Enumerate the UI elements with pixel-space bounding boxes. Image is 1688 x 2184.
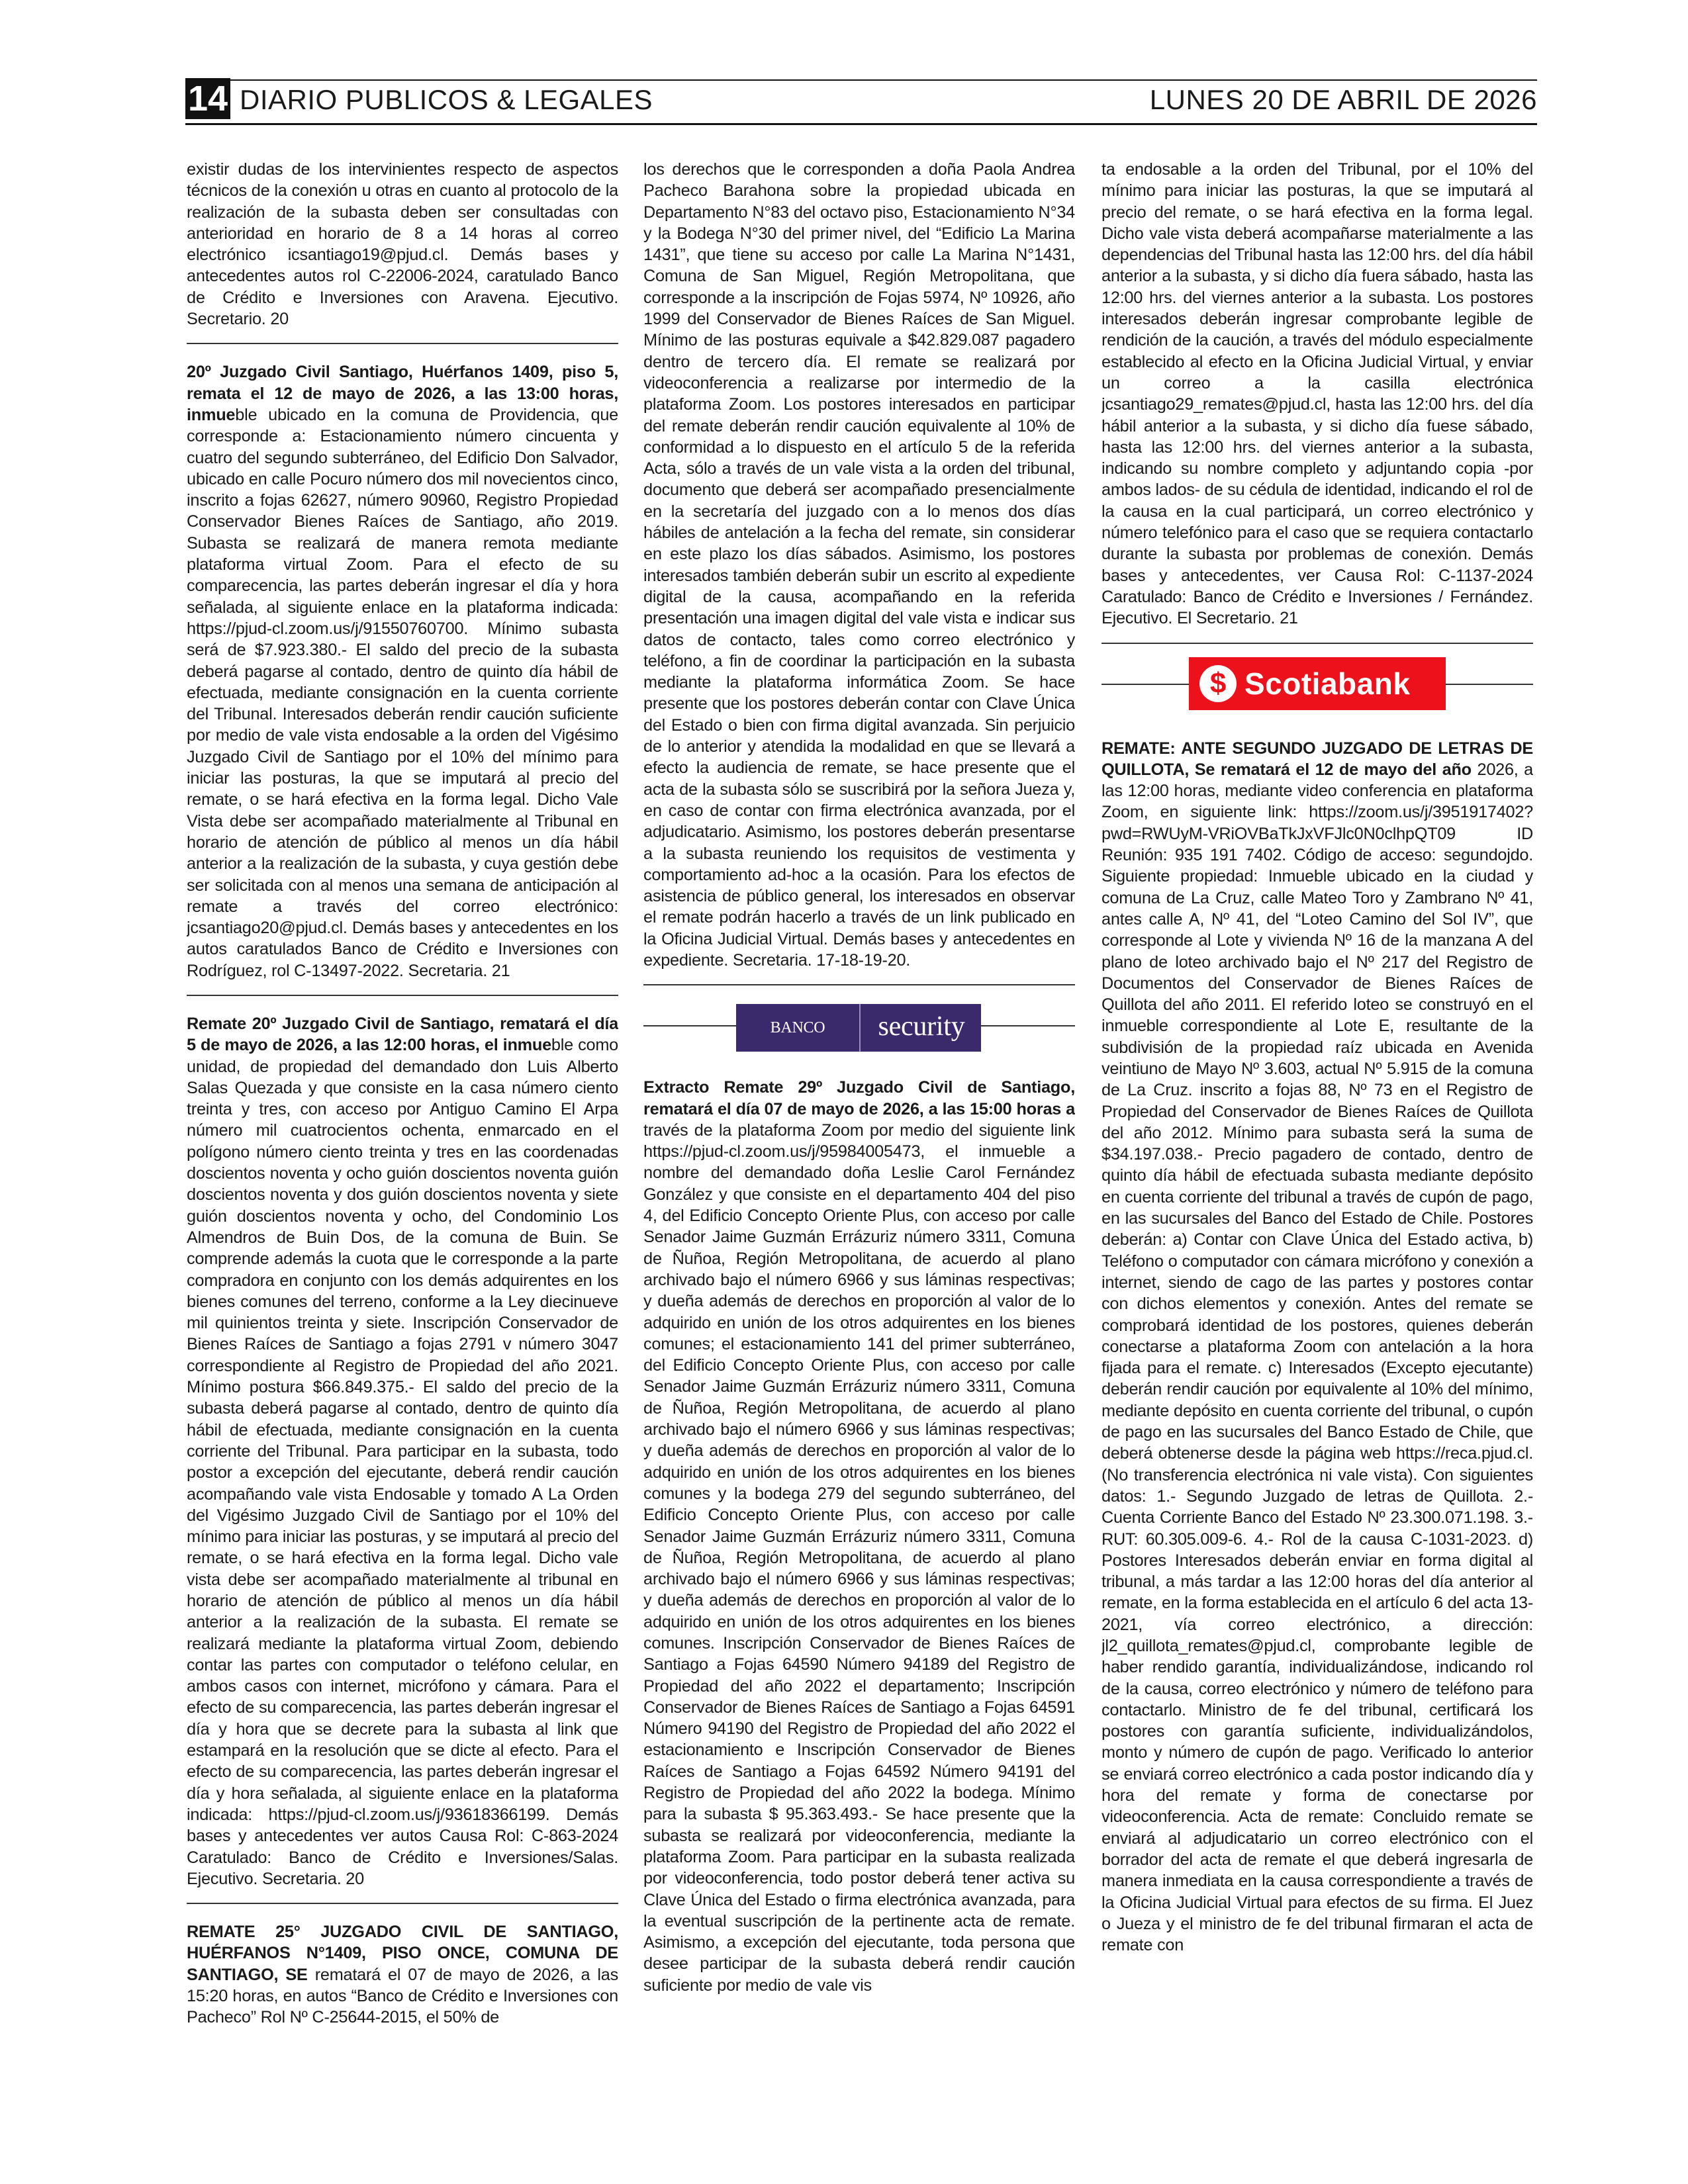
notice-lead: Extracto Remate 29º Juzgado Civil de Santiago, rematará el día 07 de mayo de 2026, a las 15:00 horas a [643, 1078, 1075, 1118]
banco-security-logo [736, 1004, 981, 1052]
notice-body: 2026, a las 12:00 horas, mediante video conferencia en plataforma Zoom, en siguiente link: https://zoom.us/j/3951917402?pwd=RWUyM-VRiOVBaTkJxVFJlc0N0clhpQT09 ID Reunión: 935 191 7402. Código de acceso: segundojdo. Siguiente propiedad: Inmueble ubicado en la ciudad y comuna de La Cruz, calle Mateo Toro y Zambrano Nº 41, antes calle A, Nº 41, del “Loteo Camino del Sol IV”, que corresponde al Lote y vivienda Nº 16 de la manzana A del plano de loteo archivado bajo el Nº 217 del Registro de Documentos del Conservador de Bienes Raíces de Quillota del año 2011. El referido loteo se construyó en el inmueble correspondiente al Lote E, resultante de la subdivisión de la propiedad raíz ubicada en Avenida veintiuno de Mayo Nº 3.603, actual Nº 5.915 de la comuna de La Cruz. inscrito a fojas 88, Nº 73 en el Registro de Propiedad del Conservador de Bienes Raíces de Quillota del año 2012. Mínimo para subasta será la suma de $34.197.038.- Precio pagadero de contado, dentro de quinto día hábil de efectuada subasta mediante depósito en cuenta corriente del tribunal a través de cupón de pago, en las sucursales del Banco del Estado de Chile. Postores deberán: a) Contar con Clave Única del Estado activa, b) Teléfono o computador con cámara micrófono y conexión a internet, siendo de cago de las partes y postores contar con dichos elementos y conexión. Antes del remate se comprobará identidad de los postores, quienes deberán conectarse a plataforma Zoom con antelación a la hora fijada para el remate. c) Interesados (Excepto ejecutante) deberán rendir caución por equivalente al 10% del mínimo, mediante depósito en cuenta corriente del tribunal, o cupón de pago en las sucursales del Banco Estado de Chile, que deberá obtenerse desde la página web https://reca.pjud.cl. (No transferencia electrónica ni vale vista). Con siguientes datos: 1.- Segundo Juzgado de letras de Quillota. 2.- Cuenta Corriente Banco del Estado Nº 23.300.071.198. 3.- RUT: 60.305.009-6. 4.- Rol de la causa C-1031-2023. d) Postores Interesados deberán enviar en forma digital al tribunal, a más tardar a las 12:00 horas del día anterior al remate, en la forma establecida en el artículo 6 del acta 13- 2021, vía correo electrónico, a dirección: jl2_quillota_remates@pjud.cl, comprobante legible de haber rendido garantía, individualizándose, indicando rol de la causa, correo electrónico y número de teléfono para contactarlo. Ministro de fe del tribunal, certificará los postores con garantía suficiente, individualizándolos, monto y número de cupón de pago. Verificado lo anterior se enviará correo electrónico a cada postor indicando día y hora del remate y forma de conectarse por videoconferencia. Acta de remate: Concluido remate se enviará al adjudicatario un correo electrónico con el borrador del acta de remate el que deberá ingresarla de manera inmediata en la causa correspondiente a través de la Oficina Judicial Virtual para efectos de su firma. El Juez o Jueza y el ministro de fe del tribunal firmaran el acta de remate con [1102, 760, 1533, 1955]
column-3 [1102, 159, 1533, 2158]
column-2 [643, 159, 1075, 2158]
header-bottom-rule [185, 123, 1537, 125]
notice-body: ta endosable a la orden del Tribunal, por el 10% del mínimo para iniciar las posturas, la que se imputará al precio del remate, o se hará efectiva en la forma legal. Dicho vale vista deberá acompañarse materialmente a las dependencias del Tribunal hasta las 12:00 hrs. del día hábil anterior a la subasta, y si dicho día fuera sábado, hasta las 12:00 hrs. del viernes anterior a la subasta. Los postores interesados deberán ingresar comprobante legible de rendición de la caución, a través del módulo especialmente establecido al efecto en la Oficina Judicial Virtual, y enviar un correo a la casilla electrónica jcsantiago29_remates@pjud.cl, hasta las 12:00 hrs. del día hábil anterior a la subasta, y si dicho día fuese sábado, hasta las 12:00 hrs. del viernes anterior a la subasta, indicando su nombre completo y adjuntando copia -por ambos lados- de su cédula de identidad, indicando el rol de la causa en la cual participará, un correo electrónico y número telefónico para el caso que se requiera contactarlo durante la subasta por problemas de conexión. Demás bases y antecedentes, ver Causa Rol: C-1137-2024 Caratulado: Banco de Crédito e Inversiones / Fernández. Ejecutivo. El Secretario. 21 [1102, 160, 1533, 628]
notice-body: través de la plataforma Zoom por medio del siguiente link https://pjud-cl.zoom.us/j/95984005473, el inmueble a nombre del demandado doña Leslie Carol Fernández González y que consiste en el departamento 404 del piso 4, del Edificio Concepto Oriente Plus, con acceso por calle Senador Jaime Guzmán Errázuriz número 3311, Comuna de Ñuñoa, Región Metropolitana, de acuerdo al plano archivado bajo el número 6966 y sus láminas respectivas; y dueña además de derechos en proporción al valor de lo adquirido en unión de los otros adquirentes en los bienes comunes; el estacionamiento 141 del primer subterráneo, del Edificio Concepto Oriente Plus, con acceso por calle Senador Jaime Guzmán Errázuriz número 3311, Comuna de Ñuñoa, Región Metropolitana, de acuerdo al plano archivado bajo el número 6966 y sus láminas respectivas; y dueña además de derechos en proporción al valor de lo adquirido en unión de los otros adquirentes en los bienes comunes y la bodega 279 del segundo subterráneo, del Edificio Concepto Oriente Plus, con acceso por calle Senador Jaime Guzmán Errázuriz número 3311, Comuna de Ñuñoa, Región Metropolitana, de acuerdo al plano archivado bajo el número 6966 y sus láminas respectivas; y dueña además de derechos en proporción al valor de lo adquirido en unión de los otros adquirentes en los bienes comunes. Inscripción Conservador de Bienes Raíces de Santiago a Fojas 64590 Número 94189 del Registro de Propiedad del año 2022 el departamento; Inscripción Conservador de Bienes Raíces de Santiago a Fojas 64591 Número 94190 del Registro de Propiedad del año 2022 el estacionamiento e Inscripción Conservador de Bienes Raíces de Santiago a Fojas 64592 Número 94191 del Registro de Propiedad del año 2022 la bodega. Mínimo para la subasta $ 95.363.493.- Se hace presente que la subasta se realizará por videoconferencia, mediante la plataforma Zoom. Para participar en la subasta realizada por videoconferencia, todo postor deberá tener activa su Clave Única del Estado o firma electrónica avanzada, para la eventual suscripción de la pertinente acta de remate. Asimismo, a excepción del ejecutante, toda persona que desee participar de la subasta deberá rendir caución suficiente por medio de vale vis [643, 1120, 1075, 1995]
notice-body: existir dudas de los intervinientes respecto de aspectos técnicos de la conexión u otras en cuanto al protocolo de la realización de la subasta deben ser consultadas con anterioridad en horario de 8 a 14 horas al correo electrónico icsantiago19@pjud.cl. Demás bases y antecedentes autos rol C-22006-2024, caratulado Banco de Crédito e Inversiones con Aravena. Ejecutivo. Secretario. 20 [187, 160, 618, 329]
publication-title: DIARIO PUBLICOS & LEGALES [240, 84, 653, 115]
notice-lead: Remate 20º Juzgado Civil de Santiago, rematará el día 5 de mayo de 2026, a las 12:00 horas, el inmue [187, 1014, 618, 1055]
logo-side-rule [1102, 684, 1189, 685]
notice-lead: REMATE: ANTE SEGUNDO JUZGADO DE LETRAS DE QUILLOTA, Se rematará el 12 de mayo del año [1102, 739, 1533, 779]
column-1 [187, 159, 618, 2158]
notice-body: los derechos que le corresponden a doña Paola Andrea Pacheco Barahona sobre la propiedad ubicada en Departamento N°83 del octavo piso, Estacionamiento N°34 y la Bodega N°30 del primer nivel, del “Edificio La Marina 1431”, que tiene su acceso por calle La Marina N°1431, Comuna de San Miguel, Región Metropolitana, que corresponde a la inscripción de Fojas 5974, Nº 10926, año 1999 del Conservador de Bienes Raíces de San Miguel. Mínimo de las posturas equivale a $42.829.087 pagadero dentro de tercero día. El remate se realizará por videoconferencia a realizarse por intermedio de la plataforma Zoom. Los postores interesados en participar del remate deberán rendir caución equivalente al 10% de conformidad a lo dispuesto en el artículo 5 de la referida Acta, sólo a través de un vale vista a la orden del tribunal, documento que deberá ser acompañado presencialmente en la secretaría del juzgado con a lo menos dos días hábiles de antelación a la fecha del remate, sin considerar en este plazo los días sábados. Asimismo, los postores interesados también deberán subir un escrito al expediente digital de la causa, acompañando en la referida presentación una imagen digital del vale vista e indicar sus datos de contacto, tales como correo electrónico y teléfono, a fin de coordinar la participación en la subasta mediante la plataforma informática Zoom. Se hace presente que los postores deberán contar con Clave Única del Estado o bien con firma digital avanzada. Sin perjuicio de lo anterior y atendida la modalidad en que se llevará a efecto la audiencia de remate, se hace presente que el acta de la subasta sólo se suscribirá por la señora Jueza y, en caso de contar con firma electrónica avanzada, por el adjudicatario. Asimismo, los postores deberán presentarse a la subasta reuniendo los requisitos de vestimenta y comportamiento ad-hoc a la ocasión. Para los efectos de asistencia de público general, los interesados en observar el remate podrán hacerlo a través de un link publicado en la Oficina Judicial Virtual. Demás bases y antecedentes en expediente. Secretaria. 17-18-19-20. [643, 160, 1075, 970]
notice-lead: REMATE 25° JUZGADO CIVIL DE SANTIAGO, HUÉRFANOS N°1409, PISO ONCE, COMUNA DE SANTIAGO, SE [187, 1923, 618, 1984]
scotiabank-s-glyph: $ [1209, 666, 1227, 700]
notice-c1-25-juzgado [187, 1921, 618, 2028]
header-top-rule [230, 79, 1537, 81]
notice-body: ble como unidad, de propiedad del demandado don Luis Alberto Salas Quezada y que consiste en la casa número ciento treinta y tres, con acceso por Antiguo Camino El Arpa número mil cuatrocientos ochenta, enmarcado en el polígono número ciento treinta y tres en las coordenadas doscientos noventa y ocho guión doscientos noventa guión doscientos noventa y dos guión doscientos noventa y siete guión doscientos noventa y ocho, del Condominio Los Almendros de Buin Dos, de la comuna de Buin. Se comprende además la cuota que le corresponde a la parte compradora en conjunto con los demás adquirentes en los bienes comunes del terreno, conforme a la Ley diecinueve mil quinientos treinta y siete. Inscripción Conservador de Bienes Raíces de Santiago a fojas 2791 v número 3047 correspondiente al Registro de Propiedad del año 2021. Mínimo postura $66.849.375.- El saldo del precio de la subasta deberá pagarse al contado, dentro de quinto día hábil de efectuada, mediante consignación en la cuenta corriente del Tribunal. Para participar en la subasta, todo postor a excepción del ejecutante, deberá rendir caución acompañando vale vista Endosable y tomado A La Orden del Vigésimo Juzgado Civil de Santiago por el 10% del mínimo para iniciar las posturas, y se imputará al precio del remate, o se hará efectiva en la forma legal. Dicho vale vista debe ser acompañado materialmente al tribunal en horario de atención de público al menos un día hábil anterior a la realización de la subasta. El remate se realizará mediante la plataforma virtual Zoom, debiendo contar las partes con computador o teléfono celular, en ambos casos con internet, micrófono y cámara. Para el efecto de su comparecencia, las partes deberán ingresar el día y hora que se decrete para la subasta al link que estampará en la resolución que se dicte al efecto. Para el efecto de su comparecencia, las partes deberán ingresar el día y hora señalada, al siguiente enlace en la plataforma indicada: https://pjud-cl.zoom.us/j/93618366199. Demás bases y antecedentes ver autos Causa Rol: C-863-2024 Caratulado: Banco de Crédito e Inversiones/Salas. Ejecutivo. Secretaria. 20 [187, 1036, 618, 1888]
notice-divider [187, 1903, 618, 1904]
logo-side-rule [643, 1025, 736, 1026]
notice-c1-continuation [187, 159, 618, 330]
notice-c2-29-juzgado [643, 1077, 1075, 1996]
notice-c3-continuation [1102, 159, 1533, 629]
notice-c2-continuation [643, 159, 1075, 971]
banco-security-logo-block [643, 985, 1075, 1065]
notice-lead: 20º Juzgado Civil Santiago, Huérfanos 1409, piso 5, remata el 12 de mayo de 2026, a las 13:00 horas, inmue [187, 363, 618, 424]
notice-body: rematará el 07 de mayo de 2026, a las 15:20 horas, en autos “Banco de Crédito e Inversiones con Pacheco” Rol Nº C-25644-2015, el 50% de [187, 1965, 618, 2027]
notice-c1-20-juzgado-buin [187, 1013, 618, 1889]
scotiabank-logo-text: Scotiabank [1244, 666, 1411, 701]
page-number: 14 [185, 78, 230, 119]
notice-divider [187, 343, 618, 344]
page-header [185, 78, 1537, 119]
publication-date: LUNES 20 DE ABRIL DE 2026 [1149, 84, 1537, 115]
notice-body: ble ubicado en la comuna de Providencia, que corresponde a: Estacionamiento número cincuenta y cuatro del segundo subterráneo, del Edificio Don Salvador, ubicado en calle Pocuro número dos mil novecientos cinco, inscrito a fojas 62627, número 90960, Registro Propiedad Conservador Bienes Raíces de Santiago, año 2019. Subasta se realizará de manera remota mediante plataforma virtual Zoom. Para el efecto de su comparecencia, las partes deberán ingresar el día y hora señalada, al siguiente enlace en la plataforma indicada: https://pjud-cl.zoom.us/j/91550760700. Mínimo subasta será de $7.923.380.- El saldo del precio de la subasta deberá pagarse al contado, dentro de quinto día hábil de efectuada, mediante consignación en la cuenta corriente del Tribunal. Interesados deberán rendir caución suficiente por medio de vale vista endosable a la orden del Vigésimo Juzgado Civil de Santiago por el 10% del mínimo para iniciar las posturas, la que se imputará al precio del remate, o se hará efectiva en la forma legal. Dicho Vale Vista debe ser acompañado materialmente al Tribunal en horario de atención de público al menos un día hábil anterior a la realización de la subasta, y cuya gestión debe ser solicitada con al menos una semana de anticipación al remate a través del correo electrónico: jcsantiago20@pjud.cl. Demás bases y antecedentes en los autos caratulados Banco de Crédito e Inversiones con Rodríguez, rol C-13497-2022. Secretaria. 21 [187, 405, 618, 980]
logo-side-rule [981, 1025, 1075, 1026]
notice-divider [187, 995, 618, 996]
logo-side-rule [1446, 684, 1533, 685]
scotiabank-logo-block [1102, 644, 1533, 723]
notice-c1-20-juzgado-providencia [187, 361, 618, 981]
banco-security-logo-right: security [859, 1004, 982, 1052]
banco-security-logo-left: BANCO [770, 1019, 825, 1037]
notice-c3-quillota [1102, 738, 1533, 1956]
scotiabank-s-icon [1199, 665, 1237, 702]
scotiabank-logo [1189, 657, 1446, 710]
